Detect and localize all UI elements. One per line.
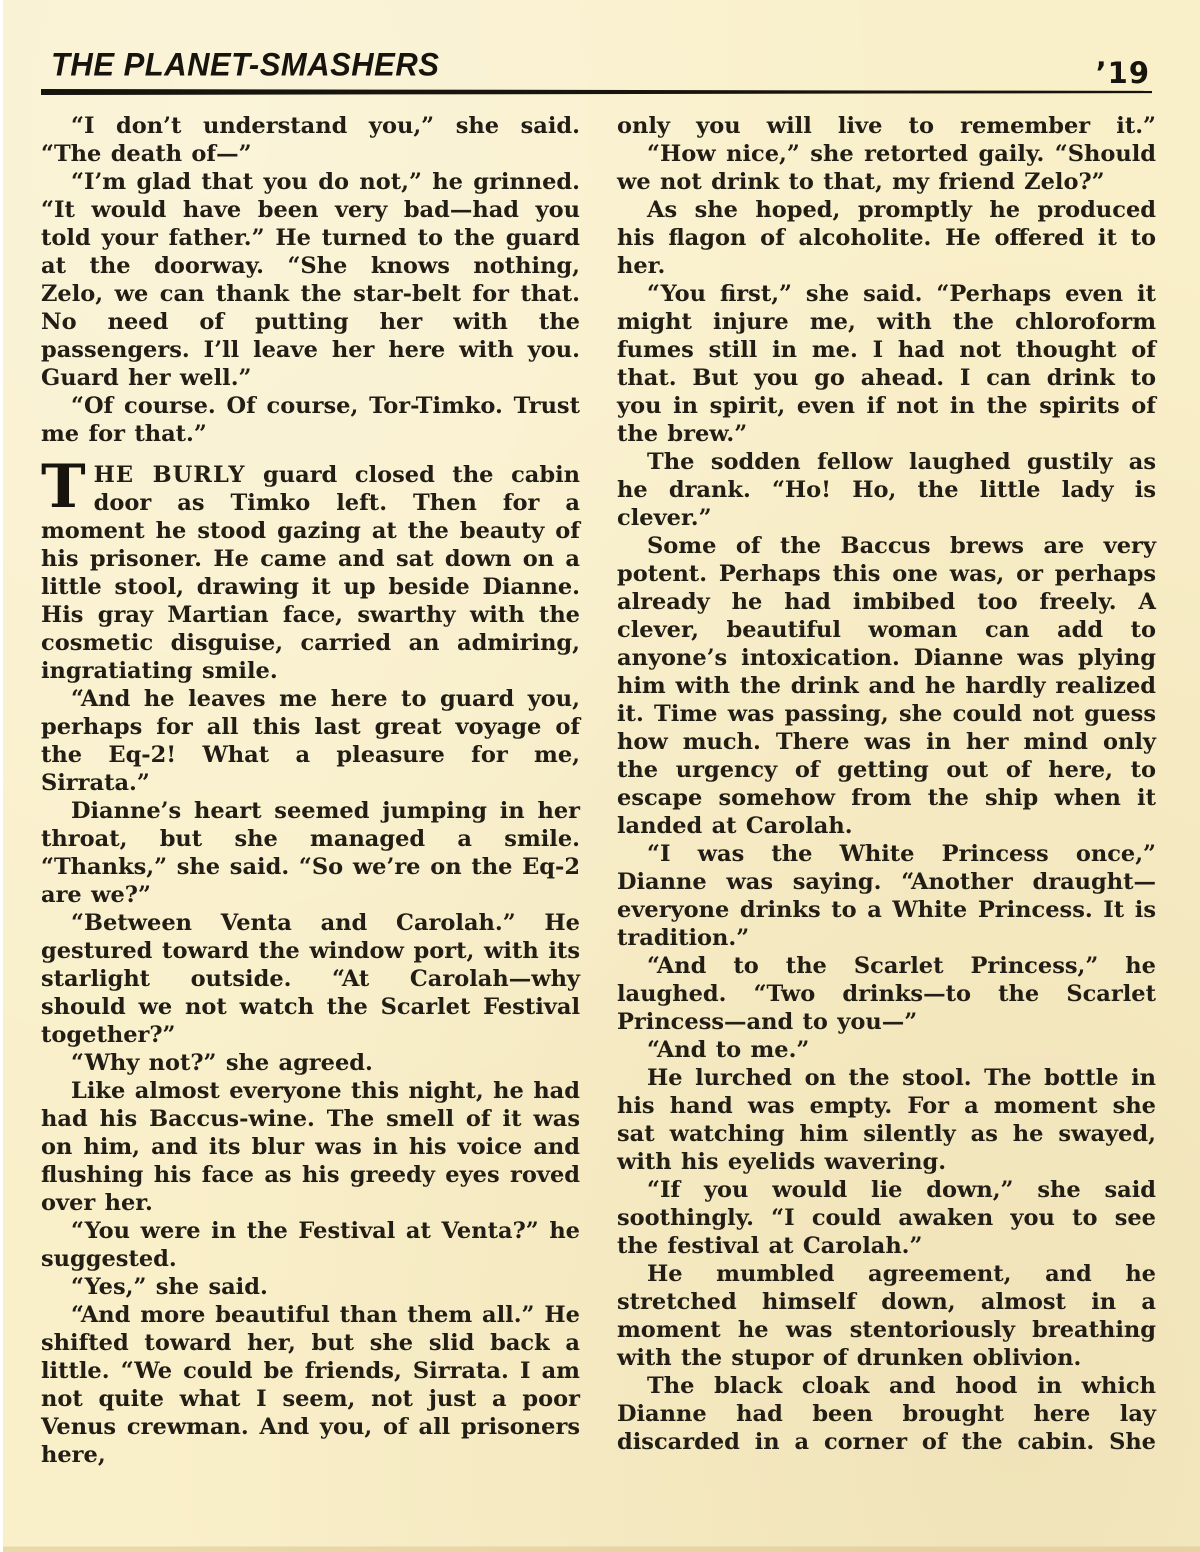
- running-head-title: THE PLANET-SMASHERS: [51, 46, 440, 83]
- paragraph: He mumbled agreement, and he stretched himself down, almost in a moment he was stentoriously breathing with the stupor of drunken oblivion.: [617, 1261, 1156, 1371]
- paragraph: “I was the White Princess once,” Dianne was saying. “Another draught—everyone drinks to a White Princess. It is tradition.”: [617, 841, 1156, 951]
- paragraph: “Why not?” she agreed.: [71, 1050, 373, 1076]
- paragraph: “And to me.”: [647, 1037, 810, 1063]
- paragraph: “Of course. Of course, Tor-Timko. Trust me for that.”: [41, 393, 580, 447]
- paragraph: The sodden fellow laughed gustily as he drank. “Ho! Ho, the little lady is clever.”: [617, 449, 1156, 531]
- left-column: [41, 112, 580, 1469]
- paragraph: As she hoped, promptly he produced his flagon of alcoholite. He offered it to her.: [617, 197, 1156, 279]
- paragraph: “And to the Scarlet Princess,” he laughed. “Two drinks—to the Scarlet Princess—and to you—”: [617, 953, 1156, 1035]
- paragraph: Dianne’s heart seemed jumping in her throat, but she managed a smile. “Thanks,” she said. “So we’re on the Eq-2 are we?”: [41, 798, 580, 908]
- paragraph: Like almost everyone this night, he had had his Baccus-wine. The smell of it was on him, and its blur was in his voice and flushing his face as his greedy eyes roved over her.: [41, 1078, 580, 1216]
- section-text: guard closed the cabin door as Timko left. Then for a moment he stood gazing at the beauty of his prisoner. He came and sat down on a little stool, drawing it up beside Dianne. His gray Martian face, swarthy with the cosmetic disguise, carried an admiring, ingratiating smile.: [41, 462, 580, 684]
- section-paragraph: [41, 452, 580, 685]
- paragraph-continues-next-column: “And more beautiful than them all.” He shifted toward her, but she slid back a little. “We could be friends, Sirrata. I am not quite what I seem, not just a poor Venus crewman. And you, of all prisoners here,: [41, 1302, 580, 1468]
- page-number: ’19: [1095, 56, 1150, 90]
- paragraph: “You were in the Festival at Venta?” he suggested.: [41, 1218, 580, 1272]
- paragraph-continued-from-left-column: only you will live to remember it.”: [617, 113, 1156, 139]
- section-lead-caps: HE BURLY: [93, 462, 246, 488]
- page-header: [41, 46, 1152, 90]
- right-column: [617, 112, 1156, 1469]
- paragraph-continues-next-page: The black cloak and hood in which Dianne had been brought here lay discarded in a corner of the cabin. She: [617, 1373, 1156, 1455]
- paragraph: “I’m glad that you do not,” he grinned. “It would have been very bad—had you told your father.” He turned to the guard at the doorway. “She knows nothing, Zelo, we can thank the star-belt for that. No need of putting her with the passengers. I’ll leave her here with you. Guard her well.”: [41, 169, 580, 391]
- paragraph: “You first,” she said. “Perhaps even it might injure me, with the chloroform fumes still in me. I had not thought of that. But you go ahead. I can drink to you in spirit, even if not in the spirits of the brew.”: [617, 281, 1156, 447]
- paragraph: “I don’t understand you,” she said. “The death of—”: [41, 113, 580, 167]
- header-rule: [41, 89, 1152, 95]
- paragraph: “And he leaves me here to guard you, perhaps for all this last great voyage of the Eq-2! What a pleasure for me, Sirrata.”: [41, 686, 580, 796]
- paragraph: He lurched on the stool. The bottle in his hand was empty. For a moment she sat watching him silently as he swayed, with his eyelids wavering.: [617, 1065, 1156, 1175]
- paragraph: Some of the Baccus brews are very potent. Perhaps this one was, or perhaps already he had imbibed too freely. A clever, beautiful woman can add to anyone’s intoxication. Dianne was plying him with the drink and he hardly realized it. Time was passing, she could not guess how much. There was in her mind only the urgency of getting out of here, to escape somehow from the ship when it landed at Carolah.: [617, 533, 1156, 839]
- text-columns: [41, 112, 1156, 1469]
- paragraph: “Between Venta and Carolah.” He gestured toward the window port, with its starlight outside. “At Carolah—why should we not watch the Scarlet Festival together?”: [41, 910, 580, 1048]
- drop-cap-letter: T: [41, 452, 86, 522]
- paragraph: “If you would lie down,” she said soothingly. “I could awaken you to see the festival at Carolah.”: [617, 1177, 1156, 1259]
- paragraph: “How nice,” she retorted gaily. “Should we not drink to that, my friend Zelo?”: [617, 141, 1156, 195]
- paragraph: “Yes,” she said.: [71, 1274, 268, 1300]
